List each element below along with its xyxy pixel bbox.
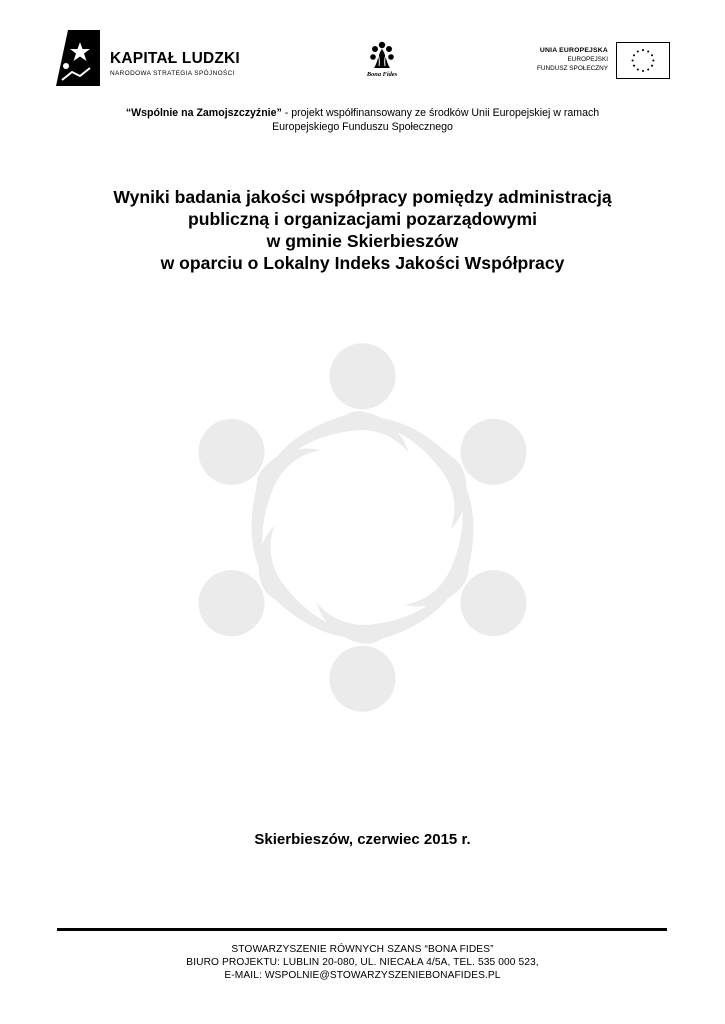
project-description bbox=[60, 106, 665, 134]
place-date: Skierbieszów, czerwiec 2015 r. bbox=[254, 831, 471, 848]
eu-star bbox=[642, 70, 644, 72]
eu-star bbox=[633, 54, 635, 56]
title-line: w oparciu o Lokalny Indeks Jakości Współpracy bbox=[160, 253, 565, 273]
title-line: w gminie Skierbieszów bbox=[266, 231, 459, 251]
eu-logo-line1: UNIA EUROPEJSKA bbox=[539, 47, 608, 54]
bona-fides-logo bbox=[360, 40, 404, 86]
footer-line: BIURO PROJEKTU: LUBLIN 20-080, UL. NIECAŁA 4/5A, TEL. 535 000 523, bbox=[186, 957, 539, 968]
footer-line: STOWARZYSZENIE RÓWNYCH SZANS “BONA FIDES” bbox=[231, 944, 494, 955]
eu-star bbox=[651, 54, 653, 56]
footer bbox=[60, 943, 665, 982]
kapital-ludzki-subtitle: NARODOWA STRATEGIA SPÓJNOŚCI bbox=[110, 70, 235, 77]
footer-divider bbox=[57, 928, 667, 931]
title-line: Wyniki badania jakości współpracy pomiędzy administracją bbox=[113, 187, 612, 207]
eu-star bbox=[651, 65, 653, 67]
eu-logo-text bbox=[537, 46, 608, 73]
eu-star bbox=[642, 49, 644, 51]
footer-line: E-MAIL: WSPOLNIE@STOWARZYSZENIEBONAFIDES.PL bbox=[224, 970, 501, 981]
title-line: publiczną i organizacjami pozarządowymi bbox=[187, 209, 537, 229]
eu-flag-icon bbox=[616, 42, 670, 79]
eu-star bbox=[652, 59, 654, 61]
eu-star bbox=[647, 68, 649, 70]
kapital-ludzki-title: KAPITAŁ LUDZKI bbox=[110, 50, 240, 67]
kapital-ludzki-logo bbox=[56, 30, 256, 88]
document-title bbox=[40, 186, 685, 274]
watermark-head bbox=[330, 343, 396, 409]
eu-star bbox=[637, 68, 639, 70]
project-description-part1: - projekt współfinansowany ze środków Unii Europejskiej w ramach bbox=[281, 107, 600, 119]
eu-star bbox=[632, 59, 634, 61]
eu-logo-line2: EUROPEJSKI bbox=[567, 56, 608, 63]
eu-star bbox=[647, 50, 649, 52]
kapital-ludzki-mark-icon bbox=[56, 30, 100, 86]
bona-fides-mark-icon bbox=[368, 40, 396, 70]
eu-logo bbox=[510, 42, 670, 82]
eu-star bbox=[633, 65, 635, 67]
eu-star bbox=[637, 50, 639, 52]
watermark-head bbox=[330, 646, 396, 712]
bona-fides-name: Bona Fides bbox=[366, 71, 398, 78]
people-circle-watermark-icon bbox=[170, 315, 555, 740]
project-description-part2: Europejskiego Funduszu Społecznego bbox=[272, 121, 453, 133]
eu-logo-line3: FUNDUSZ SPOŁECZNY bbox=[536, 65, 608, 72]
project-name: “Wspólnie na Zamojszczyźnie” bbox=[125, 107, 282, 119]
